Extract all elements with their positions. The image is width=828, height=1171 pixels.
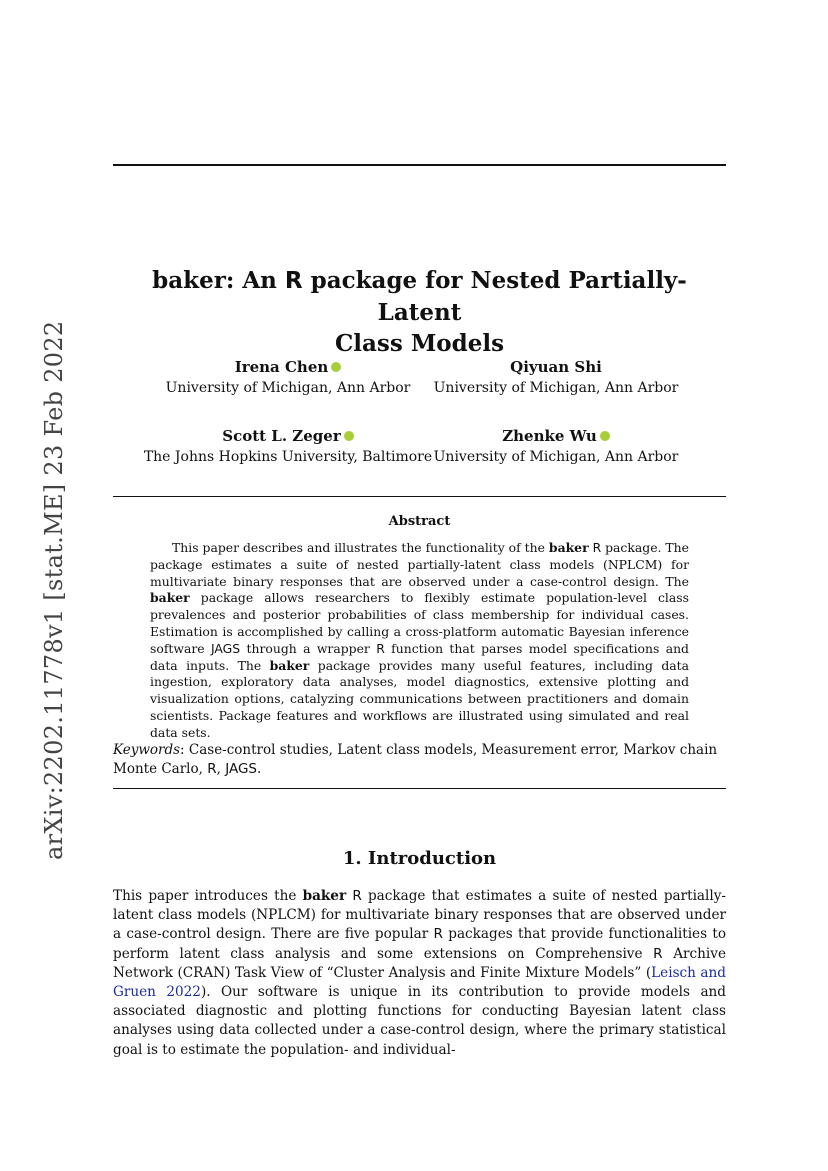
title-package-name: baker [152, 267, 226, 294]
author-name: Irena Chen [234, 358, 329, 376]
citation-link[interactable]: Leisch and Gruen 2022 [113, 964, 726, 1001]
abstract-heading: Abstract [388, 514, 451, 529]
author-affiliation: University of Michigan, Ann Arbor [165, 380, 411, 396]
title-r-language: R [284, 268, 303, 294]
keywords-bottom-rule [113, 788, 726, 789]
author-block-4 [430, 426, 682, 467]
author-affiliation: University of Michigan, Ann Arbor [433, 449, 679, 465]
author-block-3 [140, 426, 436, 467]
author-block-1 [140, 357, 436, 398]
author-name: Scott L. Zeger [222, 427, 341, 445]
arxiv-sidebar-stamp: arXiv:2202.11778v1 [stat.ME] 23 Feb 2022 [40, 320, 68, 860]
section-heading-introduction: 1. Introduction [342, 848, 497, 869]
keywords: Keywords: Case-control studies, Latent class models, Measurement error, Markov chain Monte Carlo, R, JAGS. [113, 742, 718, 777]
author-affiliation: University of Michigan, Ann Arbor [433, 380, 679, 396]
top-rule [113, 164, 726, 166]
author-name: Qiyuan Shi [510, 358, 602, 376]
author-block-2 [430, 357, 682, 398]
orcid-icon[interactable] [331, 362, 341, 372]
keywords-label: Keywords [113, 742, 181, 758]
orcid-icon[interactable] [600, 431, 610, 441]
abstract-text: This paper describes and illustrates the functionality of the baker R package. The package estimates a suite of nested partially-latent class models (NPLCM) for multivariate binary responses that are observed under a case-control design. The baker package allows researchers to flexibly estimate population-level class prevalences and posterior probabilities of class membership for individual cases. Estimation is accomplished by calling a cross-platform automatic Bayesian inference software JAGS through a wrapper R function that parses model specifications and data inputs. The baker package provides many useful features, including data ingestion, exploratory data analyses, model diagnostics, extensive plotting and visualization options, catalyzing communications between practitioners and domain scientists. Package features and workflows are illustrated using simulated and real data sets. [150, 540, 689, 740]
introduction-paragraph: This paper introduces the baker R package that estimates a suite of nested partially-latent class models (NPLCM) for multivariate binary responses that are observed under a case-control design. There are five popular R packages that provide functionalities to perform latent class analysis and some extensions on Comprehensive R Archive Network (CRAN) Task View of “Cluster Analysis and Finite Mixture Models” (Leisch and Gruen 2022). Our software is unique in its contribution to provide models and associated diagnostic and plotting functions for conducting Bayesian latent class analyses using data collected under a case-control design, where the primary statistical goal is to estimate the population- and individual- [113, 888, 727, 1058]
orcid-icon[interactable] [344, 431, 354, 441]
paper-title: baker: An R package for Nested Partially-Latent Class Models [152, 267, 687, 357]
author-affiliation: The Johns Hopkins University, Baltimore [143, 449, 433, 465]
author-name: Zhenke Wu [502, 427, 597, 445]
abstract-top-rule [113, 496, 726, 497]
